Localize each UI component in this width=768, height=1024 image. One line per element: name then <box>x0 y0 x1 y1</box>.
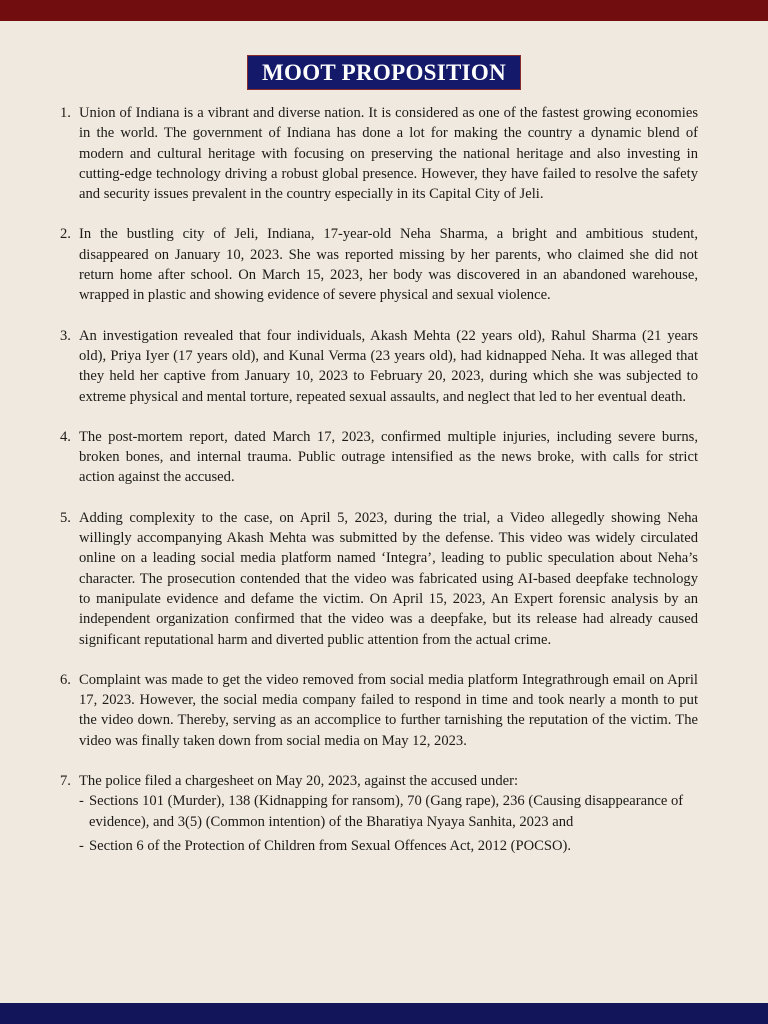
top-border-bar <box>0 0 768 21</box>
list-item <box>79 836 698 856</box>
list-item <box>79 791 698 832</box>
paragraph-text: The post-mortem report, dated March 17, 2023, confirmed multiple injuries, including severe burns, broken bones, and internal trauma. Public outrage intensified as the news broke, with calls for strict action against the accused. <box>79 428 698 486</box>
paragraph-7 <box>60 771 698 856</box>
paragraph-text: Adding complexity to the case, on April 5, 2023, during the trial, a Video allegedly showing Neha willingly accompanying Akash Mehta was submitted by the defense. This video was widely circulated online on a leading social media platform named ‘Integra’, leading to public speculation about Neha’s character. The prosecution contended that the video was fabricated using AI-based deepfake technology to manipulate evidence and defame the victim. On April 15, 2023, An Expert forensic analysis by an independent organization confirmed that the video was a deepfake, but its release had already caused significant reputational harm and diverted public attention from the actual crime. <box>79 509 698 648</box>
dash-marker: - <box>79 837 84 854</box>
paragraph-4 <box>60 427 698 488</box>
bottom-border-bar <box>0 1003 768 1024</box>
paragraph-number: 3. <box>60 327 71 344</box>
title-container <box>0 55 768 90</box>
paragraph-text: Complaint was made to get the video removed from social media platform Integrathrough email on April 17, 2023. However, the social media company failed to respond in time and took nearly a month to put the video down. Thereby, serving as an accomplice to further tarnishing the reputation of the victim. The video was finally taken down from social media on May 12, 2023. <box>79 671 698 749</box>
paragraph-3 <box>60 326 698 407</box>
document-body <box>60 103 698 876</box>
paragraph-5 <box>60 508 698 650</box>
paragraph-6 <box>60 670 698 751</box>
paragraph-text: An investigation revealed that four individuals, Akash Mehta (22 years old), Rahul Sharma (21 years old), Priya Iyer (17 years old), and Kunal Verma (23 years old), had kidnapped Neha. It was alleged that they held her captive from January 10, 2023 to February 20, 2023, during which she was subjected to extreme physical and mental torture, repeated sexual assaults, and neglect that led to her eventual death. <box>79 327 698 405</box>
list-item-text: Section 6 of the Protection of Children from Sexual Offences Act, 2012 (POCSO). <box>89 837 572 854</box>
page-title: MOOT PROPOSITION <box>247 55 521 90</box>
paragraph-number: 6. <box>60 671 71 688</box>
paragraph-number: 5. <box>60 509 71 526</box>
list-item-text: Sections 101 (Murder), 138 (Kidnapping for ransom), 70 (Gang rape), 236 (Causing disappearance of evidence), and 3(5) (Common intention) of the Bharatiya Nyaya Sanhita, 2023 and <box>89 793 684 830</box>
paragraph-1 <box>60 103 698 204</box>
paragraph-text-block <box>79 771 698 856</box>
dash-marker: - <box>79 793 84 810</box>
paragraph-number: 4. <box>60 428 71 445</box>
paragraph-number: 1. <box>60 105 71 121</box>
charges-list <box>79 791 698 856</box>
paragraph-number: 2. <box>60 226 71 243</box>
paragraph-text: Union of Indiana is a vibrant and diverse nation. It is considered as one of the fastest growing economies in the world. The government of Indiana has done a lot for making the country a dynamic blend of modern and cultural heritage with focusing on preserving the national heritage and also investing in cutting-edge technology driving a robust global presence. However, they have failed to resolve the safety and security issues prevalent in the country especially in its Capital City of Jeli. <box>79 105 698 203</box>
paragraph-text: In the bustling city of Jeli, Indiana, 17-year-old Neha Sharma, a bright and ambitious student, disappeared on January 10, 2023. She was reported missing by her parents, who claimed she did not return home after school. On March 15, 2023, her body was discovered in an abandoned warehouse, wrapped in plastic and showing evidence of severe physical and sexual violence. <box>79 226 698 304</box>
paragraph-2 <box>60 224 698 305</box>
paragraph-number: 7. <box>60 773 71 790</box>
paragraph-text: The police filed a chargesheet on May 20, 2023, against the accused under: <box>79 773 519 790</box>
